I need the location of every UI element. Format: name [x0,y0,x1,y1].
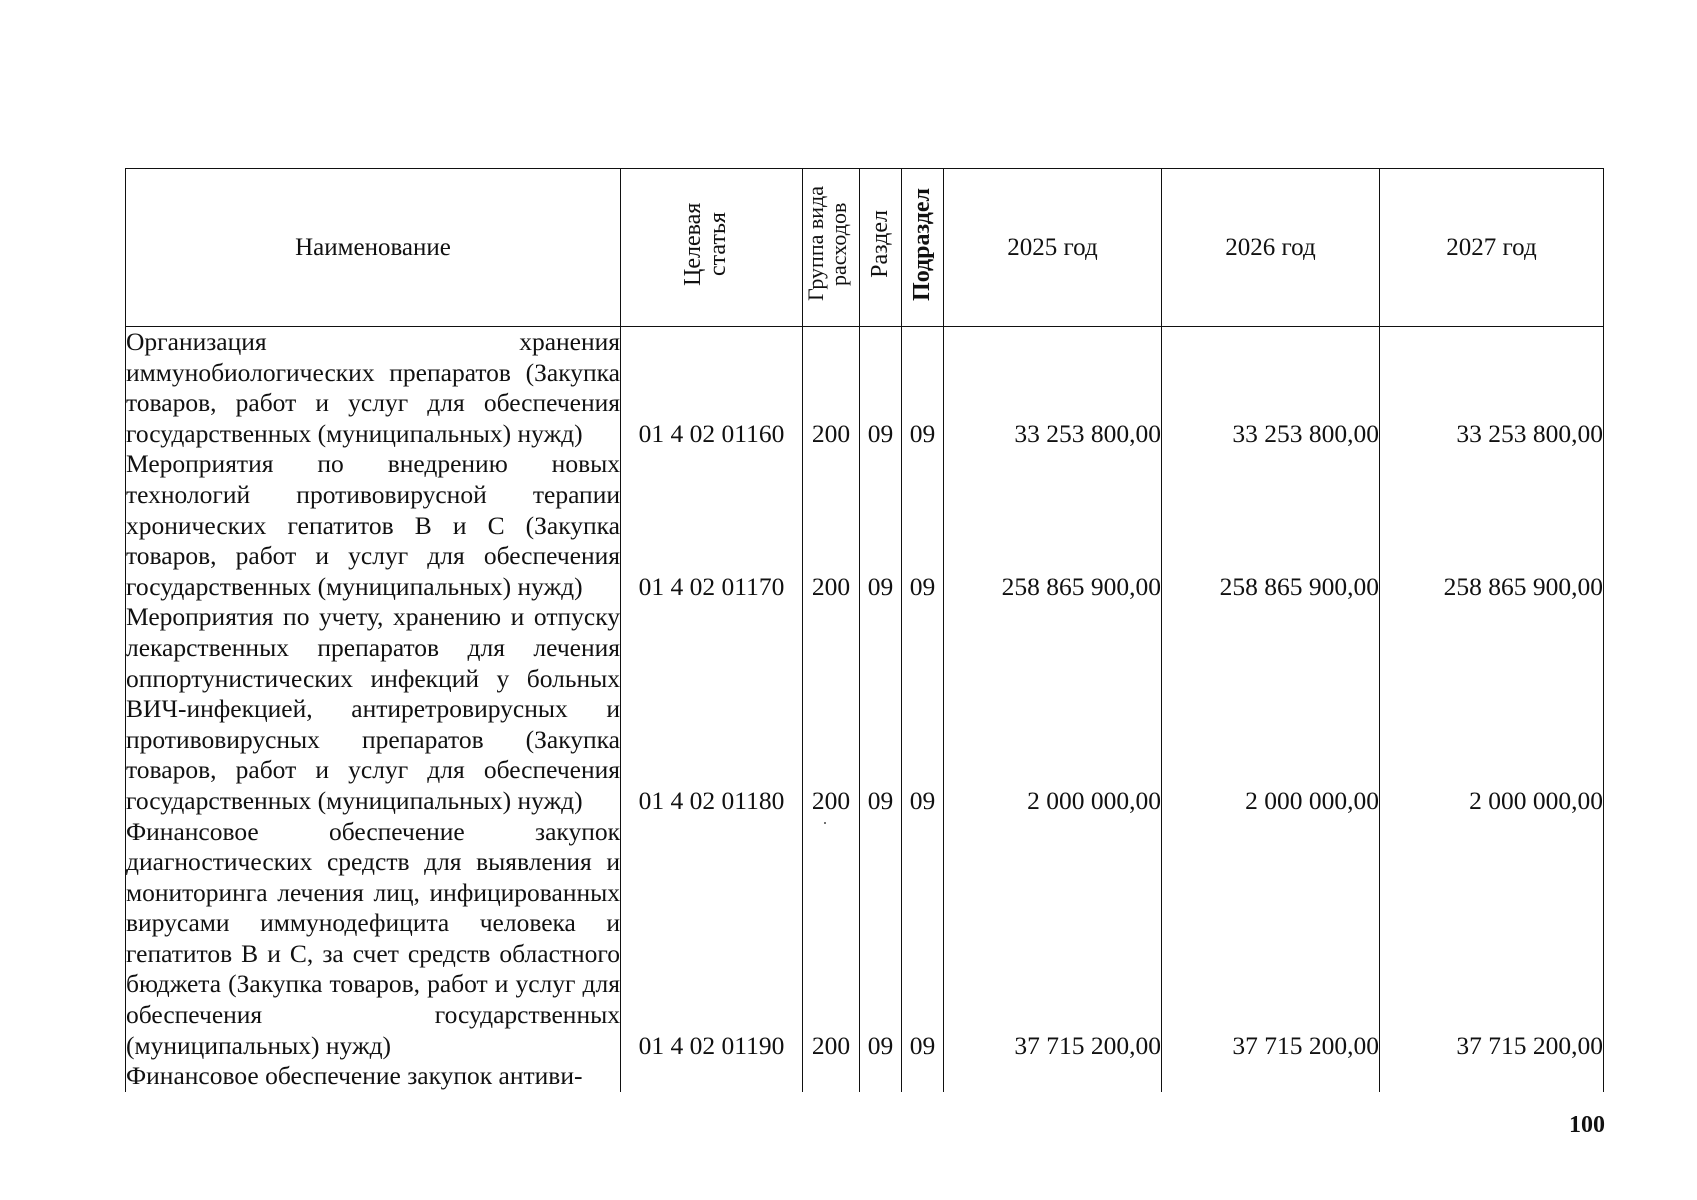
header-year-2027: 2027 год [1380,169,1604,327]
table-row-continuation [126,1061,1604,1092]
row-amount-2025: 33 253 800,00 [944,327,1162,450]
header-section: Раздел [860,169,902,327]
row-name-continuation: Финансовое обеспечение закупок антиви- [126,1061,621,1092]
row-amount-2025: 258 865 900,00 [944,449,1162,602]
row-name: Финансовое обеспечение закупок диагностических средств для выявления и мониторинга лечения лиц, инфицированных вирусами иммунодефицита человека и гепатитов В и С, за счет средств областного бюджета (Закупка товаров, работ и услуг для обеспечения государственных (муниципальных) нужд) [126,816,620,1060]
scan-speck [824,822,826,824]
page-number: 100 [1569,1112,1605,1138]
table-row [126,817,1604,1062]
row-section: 09 [860,327,902,450]
table-header-row [126,169,1604,327]
empty-cell [860,1061,902,1092]
row-amount-2026: 258 865 900,00 [1162,449,1380,602]
row-subsection: 09 [902,602,944,816]
row-amount-2026: 37 715 200,00 [1162,817,1380,1062]
row-section: 09 [860,817,902,1062]
table-row [126,602,1604,816]
row-target-article: 01 4 02 01180 [621,602,803,816]
row-subsection: 09 [902,817,944,1062]
header-target-article: Целевая статья [621,169,803,327]
empty-cell [803,1061,860,1092]
empty-cell [1380,1061,1604,1092]
table-row [126,449,1604,602]
row-name: Мероприятия по учету, хранению и отпуску лекарственных препаратов для лечения оппортунистических инфекций у больных ВИЧ-инфекцией, антиретровирусных и противовирусных препаратов (Закупка товаров, работ и услуг для обеспечения государственных (муниципальных) нужд) [126,602,620,815]
row-name: Мероприятия по внедрению новых технологий противовирусной терапии хронических гепатитов В и С (Закупка товаров, работ и услуг для обеспечения государственных (муниципальных) нужд) [126,449,620,601]
row-expense-group: 200 [803,327,860,450]
row-amount-2026: 33 253 800,00 [1162,327,1380,450]
empty-cell [621,1061,803,1092]
row-amount-2025: 37 715 200,00 [944,817,1162,1062]
table-row [126,327,1604,450]
header-subsection: Подраздел [902,169,944,327]
row-expense-group: 200 [803,602,860,816]
row-subsection: 09 [902,449,944,602]
budget-table [125,168,1604,1092]
row-target-article: 01 4 02 01160 [621,327,803,450]
row-section: 09 [860,602,902,816]
row-amount-2026: 2 000 000,00 [1162,602,1380,816]
row-name: Организация хранения иммунобиологических препаратов (Закупка товаров, работ и услуг для обеспечения государственных (муниципальных) нужд) [126,327,620,448]
header-year-2026: 2026 год [1162,169,1380,327]
row-amount-2027: 33 253 800,00 [1380,327,1604,450]
row-amount-2025: 2 000 000,00 [944,602,1162,816]
row-target-article: 01 4 02 01190 [621,817,803,1062]
row-subsection: 09 [902,327,944,450]
row-section: 09 [860,449,902,602]
row-expense-group: 200 [803,817,860,1062]
header-expense-group: Группа вида расходов [803,169,860,327]
header-year-2025: 2025 год [944,169,1162,327]
row-expense-group: 200 [803,449,860,602]
empty-cell [902,1061,944,1092]
header-name: Наименование [126,169,621,327]
row-amount-2027: 37 715 200,00 [1380,817,1604,1062]
row-amount-2027: 258 865 900,00 [1380,449,1604,602]
row-amount-2027: 2 000 000,00 [1380,602,1604,816]
empty-cell [1162,1061,1380,1092]
empty-cell [944,1061,1162,1092]
row-target-article: 01 4 02 01170 [621,449,803,602]
